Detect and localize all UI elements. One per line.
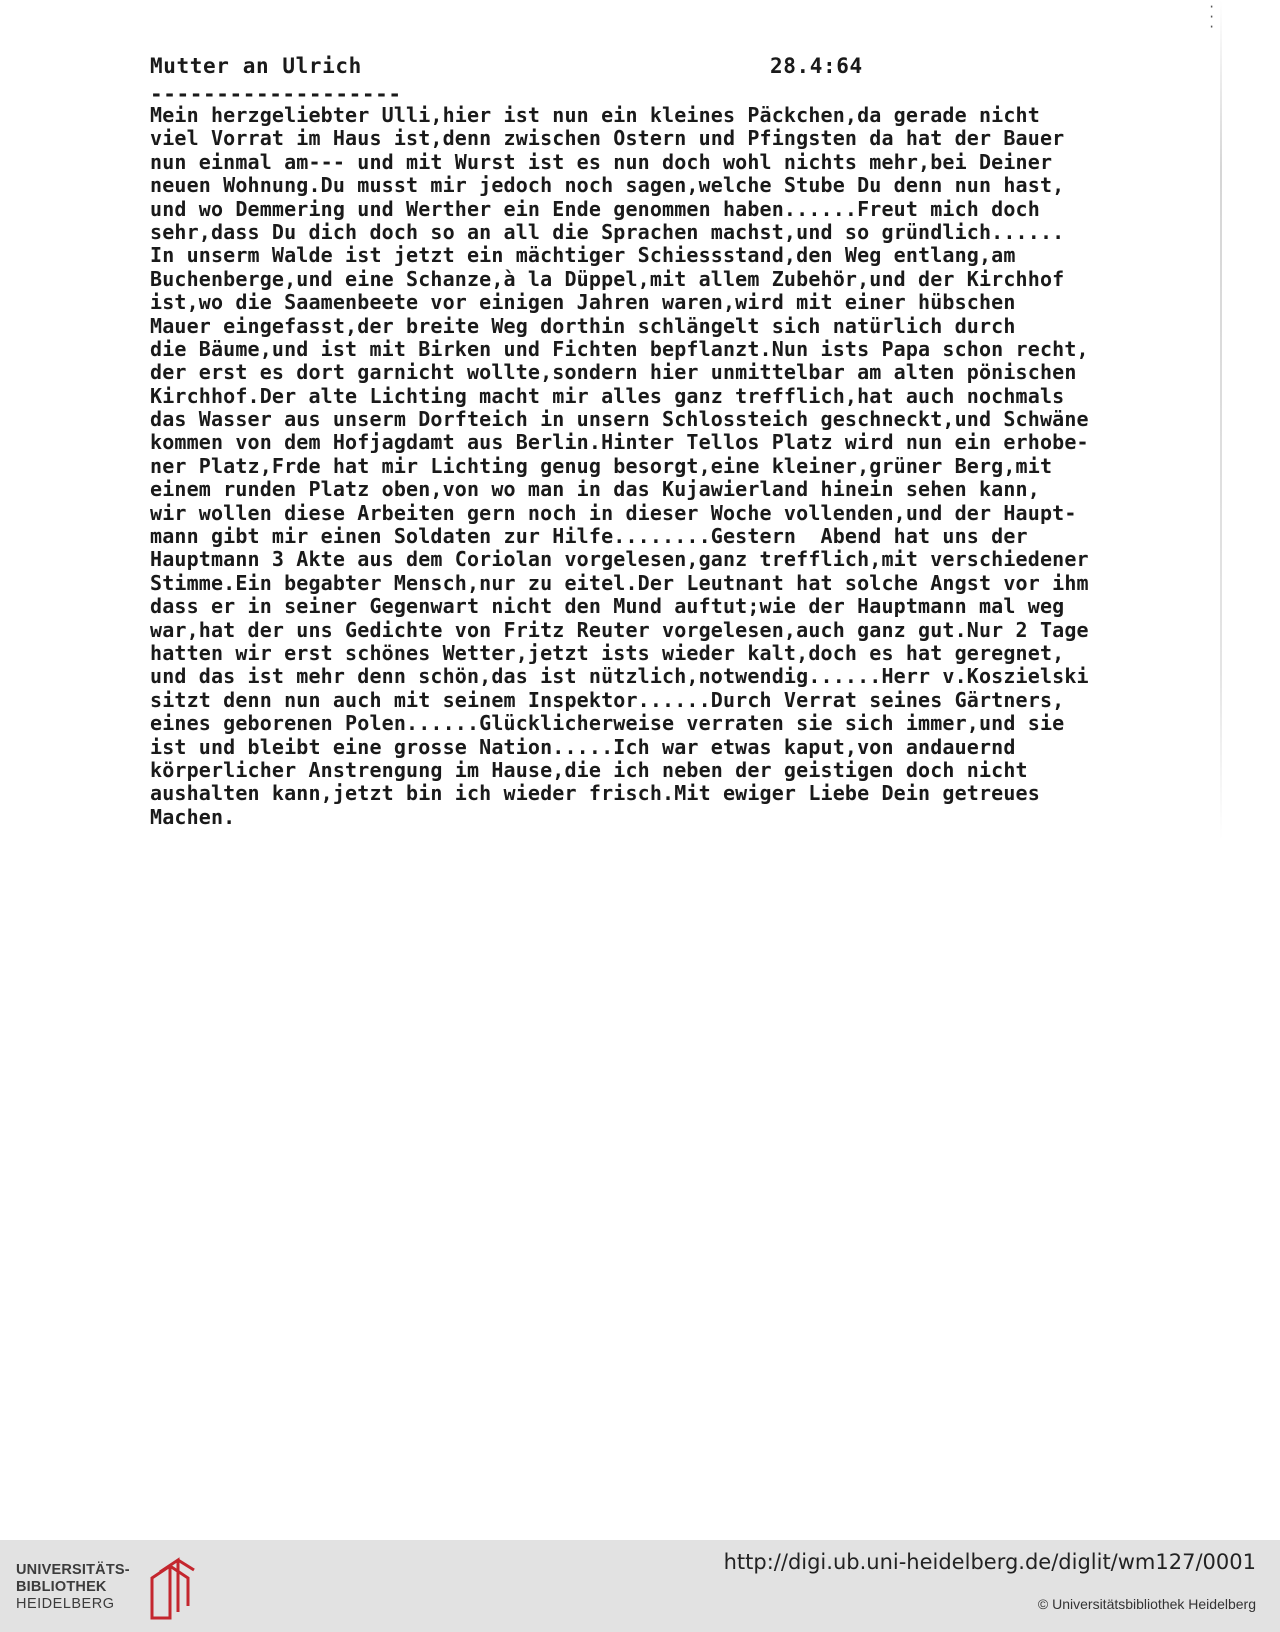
library-logo[interactable] bbox=[16, 1562, 206, 1622]
header-rule: ------------------- bbox=[150, 82, 402, 106]
permalink-url[interactable]: http://digi.ub.uni-heidelberg.de/diglit/wm127/0001 bbox=[723, 1550, 1256, 1574]
library-emblem-icon bbox=[146, 1556, 196, 1622]
letter-line: wir wollen diese Arbeiten gern noch in dieser Woche vollenden,und der Haupt- bbox=[150, 500, 1077, 525]
logo-wordmark bbox=[16, 1562, 130, 1613]
letter-line: der erst es dort garnicht wollte,sondern hier unmittelbar am alten pönischen bbox=[150, 360, 1077, 385]
footer-bar bbox=[0, 1540, 1280, 1632]
letter-line: nun einmal am--- und mit Wurst ist es nun doch wohl nichts mehr,bei Deiner bbox=[150, 149, 1053, 174]
letter-line: das Wasser aus unserm Dorfteich in unsern Schlossteich geschneckt,und Schwäne bbox=[150, 407, 1089, 432]
logo-line-2: BIBLIOTHEK bbox=[16, 1579, 107, 1595]
letter-line: ner Platz,Frde hat mir Lichting genug besorgt,eine kleiner,grüner Berg,mit bbox=[150, 453, 1053, 478]
letter-line: die Bäume,und ist mit Birken und Fichten bepflanzt.Nun ists Papa schon recht, bbox=[150, 336, 1089, 361]
letter-line: Mauer eingefasst,der breite Weg dorthin schlängelt sich natürlich durch bbox=[150, 313, 1016, 338]
letter-header bbox=[150, 54, 870, 84]
letter-line: und das ist mehr denn schön,das ist nützlich,notwendig......Herr v.Koszielski bbox=[150, 664, 1089, 689]
letter-line: körperlicher Anstrengung im Hause,die ich neben der geistigen doch nicht bbox=[150, 757, 1028, 782]
letter-recipient: Mutter an Ulrich bbox=[150, 54, 362, 78]
logo-line-1: UNIVERSITÄTS- bbox=[16, 1562, 130, 1578]
letter-line: eines geborenen Polen......Glücklicherweise verraten sie sich immer,und sie bbox=[150, 711, 1065, 736]
letter-line: mann gibt mir einen Soldaten zur Hilfe........Gestern Abend hat uns der bbox=[150, 524, 1028, 549]
letter-line: sitzt denn nun auch mit seinem Inspektor......Durch Verrat seines Gärtners, bbox=[150, 687, 1065, 712]
letter-line: viel Vorrat im Haus ist,denn zwischen Ostern und Pfingsten da hat der Bauer bbox=[150, 126, 1065, 151]
letter-line: und wo Demmering und Werther ein Ende genommen haben......Freut mich doch bbox=[150, 196, 1040, 221]
copyright-notice: © Universitätsbibliothek Heidelberg bbox=[1037, 1596, 1256, 1612]
letter-line: aushalten kann,jetzt bin ich wieder frisch.Mit ewiger Liebe Dein getreues bbox=[150, 781, 1040, 806]
letter-line: kommen von dem Hofjagdamt aus Berlin.Hinter Tellos Platz wird nun ein erhobe- bbox=[150, 430, 1089, 455]
letter-line: Machen. bbox=[150, 804, 236, 829]
letter-line: Mein herzgeliebter Ulli,hier ist nun ein kleines Päckchen,da gerade nicht bbox=[150, 103, 1040, 127]
letter-line: sehr,dass Du dich doch so an all die Sprachen machst,und so gründlich...... bbox=[150, 219, 1065, 244]
letter-line: dass er in seiner Gegenwart nicht den Mund auftut;wie der Hauptmann mal weg bbox=[150, 594, 1065, 619]
letter-line: Hauptmann 3 Akte aus dem Coriolan vorgelesen,ganz trefflich,mit verschiedener bbox=[150, 547, 1089, 572]
letter-line: In unserm Walde ist jetzt ein mächtiger Schiessstand,den Weg entlang,am bbox=[150, 243, 1016, 268]
scan-edge-marks: · · · bbox=[1208, 0, 1216, 34]
letter-line: neuen Wohnung.Du musst mir jedoch noch sagen,welche Stube Du denn nun hast, bbox=[150, 173, 1065, 198]
letter-date: 28.4:64 bbox=[770, 54, 863, 78]
letter-line: ist und bleibt eine grosse Nation.....Ich war etwas kaput,von andauernd bbox=[150, 734, 1016, 759]
letter-line: Buchenberge,und eine Schanze,à la Düppel,mit allem Zubehör,und der Kirchhof bbox=[150, 266, 1065, 291]
letter-line: hatten wir erst schönes Wetter,jetzt ists wieder kalt,doch es hat geregnet, bbox=[150, 640, 1065, 665]
logo-line-3: HEIDELBERG bbox=[16, 1596, 115, 1612]
letter-line: ist,wo die Saamenbeete vor einigen Jahren waren,wird mit einer hübschen bbox=[150, 290, 1016, 315]
letter-line: einem runden Platz oben,von wo man in das Kujawierland hinein sehen kann, bbox=[150, 477, 1040, 502]
letter-body bbox=[150, 104, 1230, 829]
letter-line: war,hat der uns Gedichte von Fritz Reuter vorgelesen,auch ganz gut.Nur 2 Tage bbox=[150, 617, 1089, 642]
letter-line: Kirchhof.Der alte Lichting macht mir alles ganz trefflich,hat auch nochmals bbox=[150, 383, 1065, 408]
letter-line: Stimme.Ein begabter Mensch,nur zu eitel.Der Leutnant hat solche Angst vor ihm bbox=[150, 570, 1089, 595]
